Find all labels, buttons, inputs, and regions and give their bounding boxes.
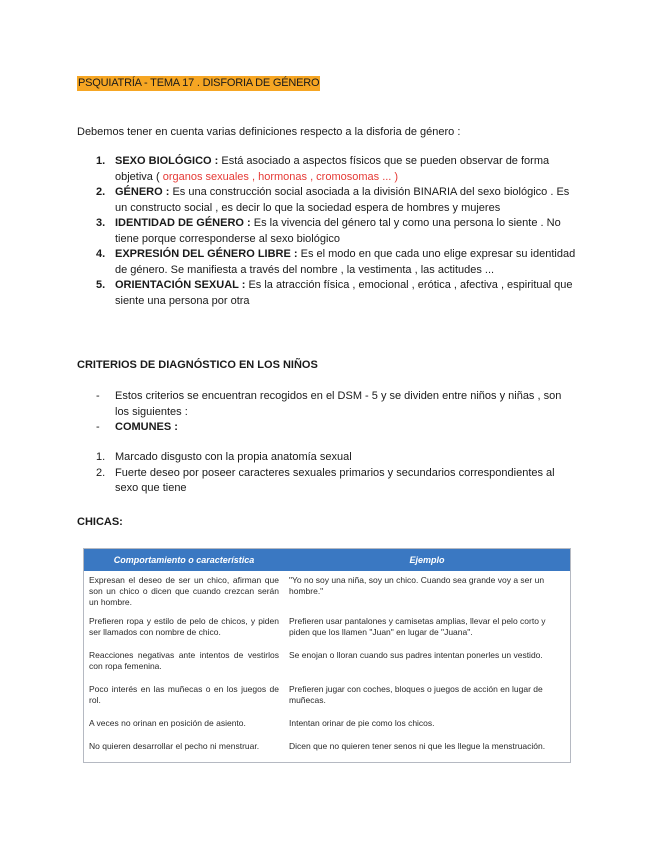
list-item xyxy=(77,278,577,309)
list-item xyxy=(77,389,577,420)
page-title: PSQUIATRÍA - TEMA 17 . DISFORIA DE GÉNERO xyxy=(78,77,320,89)
girls-criteria-table xyxy=(83,548,571,763)
table-cell: Intentan orinar de pie como los chicos. xyxy=(289,718,435,728)
definitions-list xyxy=(77,154,577,309)
table-header-row xyxy=(84,549,571,572)
common-criteria-list xyxy=(77,450,577,497)
definition-text: Está asociado a aspectos físicos que se pueden observar de forma objetiva ( xyxy=(115,155,550,183)
criteria-heading: CRITERIOS DE DIAGNÓSTICO EN LOS NIÑOS xyxy=(77,359,318,371)
list-item xyxy=(77,185,577,216)
list-number: 1. xyxy=(96,451,106,463)
girls-heading: CHICAS: xyxy=(77,516,123,528)
definition-term: EXPRESIÓN DEL GÉNERO LIBRE : xyxy=(115,248,298,260)
table-cell: Poco interés en las muñecas o en los juegos de rol. xyxy=(89,684,279,705)
list-item xyxy=(77,247,577,278)
table-header-example: Ejemplo xyxy=(284,549,571,572)
table-row xyxy=(84,571,571,612)
list-number: 3. xyxy=(96,217,106,229)
table-header-behavior: Comportamiento o característica xyxy=(84,549,285,572)
list-item xyxy=(77,154,577,185)
table-cell: No quieren desarrollar el pecho ni menstruar. xyxy=(89,741,260,751)
list-number: 1. xyxy=(96,155,106,167)
definition-term: ORIENTACIÓN SEXUAL : xyxy=(115,279,246,291)
table-row xyxy=(84,646,571,680)
table-cell: Expresan el deseo de ser un chico, afirman que son un chico o dicen que cuando crezcan serán un hombre. xyxy=(89,575,279,607)
table-row xyxy=(84,680,571,714)
table-cell: Prefieren ropa y estilo de pelo de chicos, y piden ser llamados con nombre de chico. xyxy=(89,616,279,637)
table-cell: Prefieren jugar con coches, bloques o juegos de acción en lugar de muñecas. xyxy=(289,684,543,705)
highlighted-text: organos sexuales , hormonas , cromosomas ... ) xyxy=(162,170,399,183)
list-number: 4. xyxy=(96,248,106,260)
list-item xyxy=(77,420,577,436)
table-cell: Dicen que no quieren tener senos ni que les llegue la menstruación. xyxy=(289,741,546,751)
table-cell: Prefieren usar pantalones y camisetas amplias, llevar el pelo corto y piden que los llamen "Juan" en lugar de "Juana". xyxy=(289,616,546,637)
definition-text: Es la vivencia del género tal y como una persona lo siente . No tiene porque corresponderse al sexo biológico xyxy=(115,217,561,245)
table-cell: A veces no orinan en posición de asiento. xyxy=(89,718,246,728)
criterion-text: Fuerte deseo por poseer caracteres sexuales primarios y secundarios correspondientes al sexo que tiene xyxy=(115,466,555,494)
criterion-text: Marcado disgusto con la propia anatomía sexual xyxy=(115,451,352,463)
bullet-text: Estos criterios se encuentran recogidos en el DSM - 5 y se dividen entre niños y niñas , son los siguientes : xyxy=(115,390,562,418)
definition-text: Es una construcción social asociada a la división BINARIA del sexo biológico . Es un constructo social , es decir lo que la sociedad espera de hombres y mujeres xyxy=(115,186,570,214)
bullet-text: COMUNES : xyxy=(115,421,178,433)
definition-term: SEXO BIOLÓGICO : xyxy=(115,155,219,167)
definition-term: GÉNERO : xyxy=(115,186,170,198)
table-cell: "Yo no soy una niña, soy un chico. Cuando sea grande voy a ser un hombre." xyxy=(289,575,545,596)
table-cell: Reacciones negativas ante intentos de vestirlos con ropa femenina. xyxy=(89,650,279,671)
criteria-bullets xyxy=(77,389,577,436)
intro-paragraph: Debemos tener en cuenta varias definiciones respecto a la disforia de género : xyxy=(77,126,461,138)
table-row xyxy=(84,737,571,763)
definition-text: Es la atracción física , emocional , erótica , afectiva , espiritual que siente una persona por otra xyxy=(115,279,573,307)
table-row xyxy=(84,714,571,737)
definition-term: IDENTIDAD DE GÉNERO : xyxy=(115,217,251,229)
bullet-dash: - xyxy=(96,421,100,433)
list-item xyxy=(77,466,577,497)
list-number: 5. xyxy=(96,279,106,291)
table-row xyxy=(84,612,571,646)
list-item xyxy=(77,216,577,247)
definition-text: Es el modo en que cada uno elige expresar su identidad de género. Se manifiesta a través del nombre , la vestimenta , las actitudes ... xyxy=(115,248,576,276)
list-item xyxy=(77,450,577,466)
bullet-dash: - xyxy=(96,390,100,402)
list-number: 2. xyxy=(96,466,106,479)
list-number: 2. xyxy=(96,186,106,198)
table-cell: Se enojan o lloran cuando sus padres intentan ponerles un vestido. xyxy=(289,650,543,660)
